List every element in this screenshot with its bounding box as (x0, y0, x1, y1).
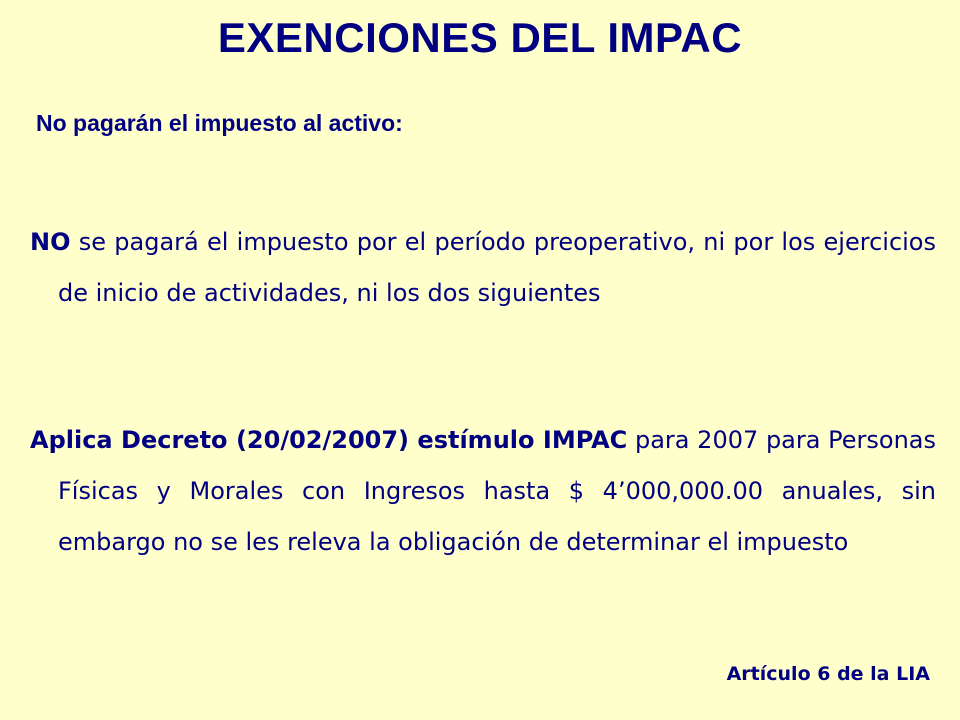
paragraph-body: para 2007 para Personas Físicas y Morales con Ingresos hasta $ 4’000,000.00 anuales, sin embargo no se les releva la obligación de determinar el impuesto (58, 426, 936, 556)
paragraph-decree-stimulus (30, 415, 936, 568)
slide-subtitle: No pagarán el impuesto al activo: (36, 110, 403, 136)
article-reference: Artículo 6 de la LIA (726, 663, 930, 685)
paragraph-lead-no: NO (30, 228, 71, 256)
paragraph-preoperative-period (30, 217, 936, 319)
paragraph-lead-decree: Aplica Decreto (20/02/2007) estímulo IMPAC (30, 426, 628, 454)
slide-title: EXENCIONES DEL IMPAC (217, 14, 743, 61)
paragraph-body: se pagará el impuesto por el período preoperativo, ni por los ejercicios de inicio de actividades, ni los dos siguientes (58, 228, 936, 307)
